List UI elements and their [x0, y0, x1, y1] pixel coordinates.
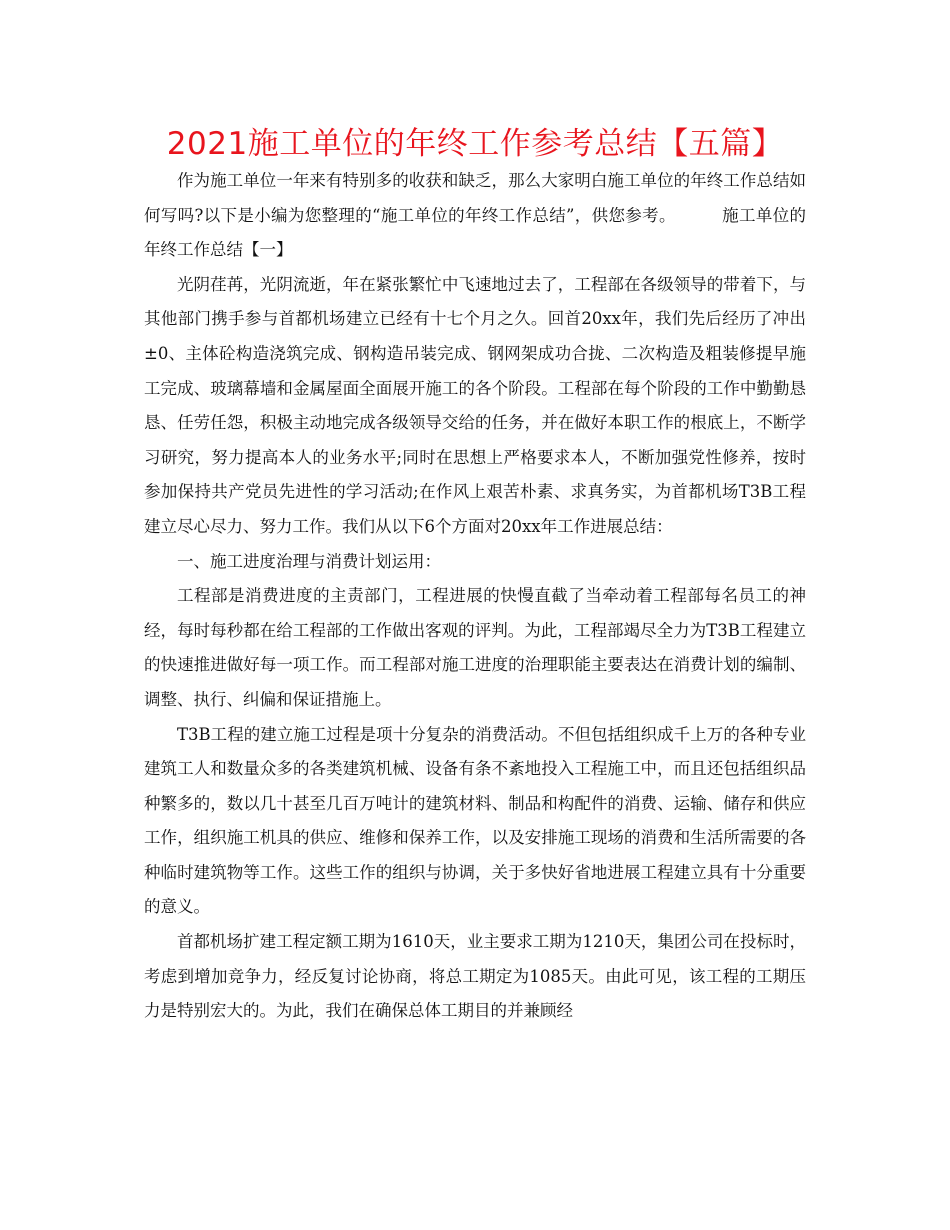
- intro-paragraph: [144, 164, 806, 268]
- body-paragraph: 首都机场扩建工程定额工期为1610天，业主要求工期为1210天，集团公司在投标时，考虑到增加竞争力，经反复讨论协商，将总工期定为1085天。由此可见，该工程的工期压力是特别宏大的。为此，我们在确保总体工期目的并兼顾经: [144, 932, 806, 1021]
- body-paragraph: 光阴荏苒，光阴流逝，年在紧张繁忙中飞速地过去了，工程部在各级领导的带着下，与其他部门携手参与首都机场建立已经有十七个月之久。回首20xx年，我们先后经历了冲出±0、主体砼构造浇筑完成、钢构造吊装完成、钢网架成功合拢、二次构造及粗装修提早施工完成、玻璃幕墙和金属屋面全面展开施工的各个阶段。工程部在每个阶段的工作中勤勤恳恳、任劳任怨，积极主动地完成各级领导交给的任务，并在做好本职工作的根底上，不断学习研究，努力提高本人的业务水平;同时在思想上严格要求本人，不断加强党性修养，按时参加保持共产党员先进性的学习活动;在作风上艰苦朴素、求真务实，为首都机场T3B工程建立尽心尽力、努力工作。我们从以下6个方面对20xx年工作进展总结：: [144, 274, 806, 536]
- section-heading: 施工单位的年终工作总结【一】: [144, 205, 807, 260]
- body-paragraph: 工程部是消费进度的主责部门，工程进展的快慢直截了当牵动着工程部每名员工的神经，每时每秒都在给工程部的工作做出客观的评判。为此，工程部竭尽全力为T3B工程建立的快速推进做好每一项工作。而工程部对施工进度的治理职能主要表达在消费计划的编制、调整、执行、纠偏和保证措施上。: [144, 586, 806, 709]
- section-subheading: 一、施工进度治理与消费计划运用：: [177, 551, 441, 571]
- intro-text: 作为施工单位一年来有特别多的收获和缺乏，那么大家明白施工单位的年终工作总结如何写吗?以下是小编为您整理的“施工单位的年终工作总结”，供您参考。: [144, 171, 806, 225]
- document-body: [144, 164, 806, 1029]
- document-title: 2021施工单位的年终工作参考总结【五篇】: [166, 126, 784, 162]
- body-paragraph: T3B工程的建立施工过程是项十分复杂的消费活动。不但包括组织成千上万的各种专业建筑工人和数量众多的各类建筑机械、设备有条不紊地投入工程施工中，而且还包括组织品种繁多的，数以几十甚至几百万吨计的建筑材料、制品和构配件的消费、运输、储存和供应工作，组织施工机具的供应、维修和保养工作，以及安排施工现场的消费和生活所需要的各种临时建筑物等工作。这些工作的组织与协调，关于多快好省地进展工程建立具有十分重要的意义。: [144, 724, 806, 917]
